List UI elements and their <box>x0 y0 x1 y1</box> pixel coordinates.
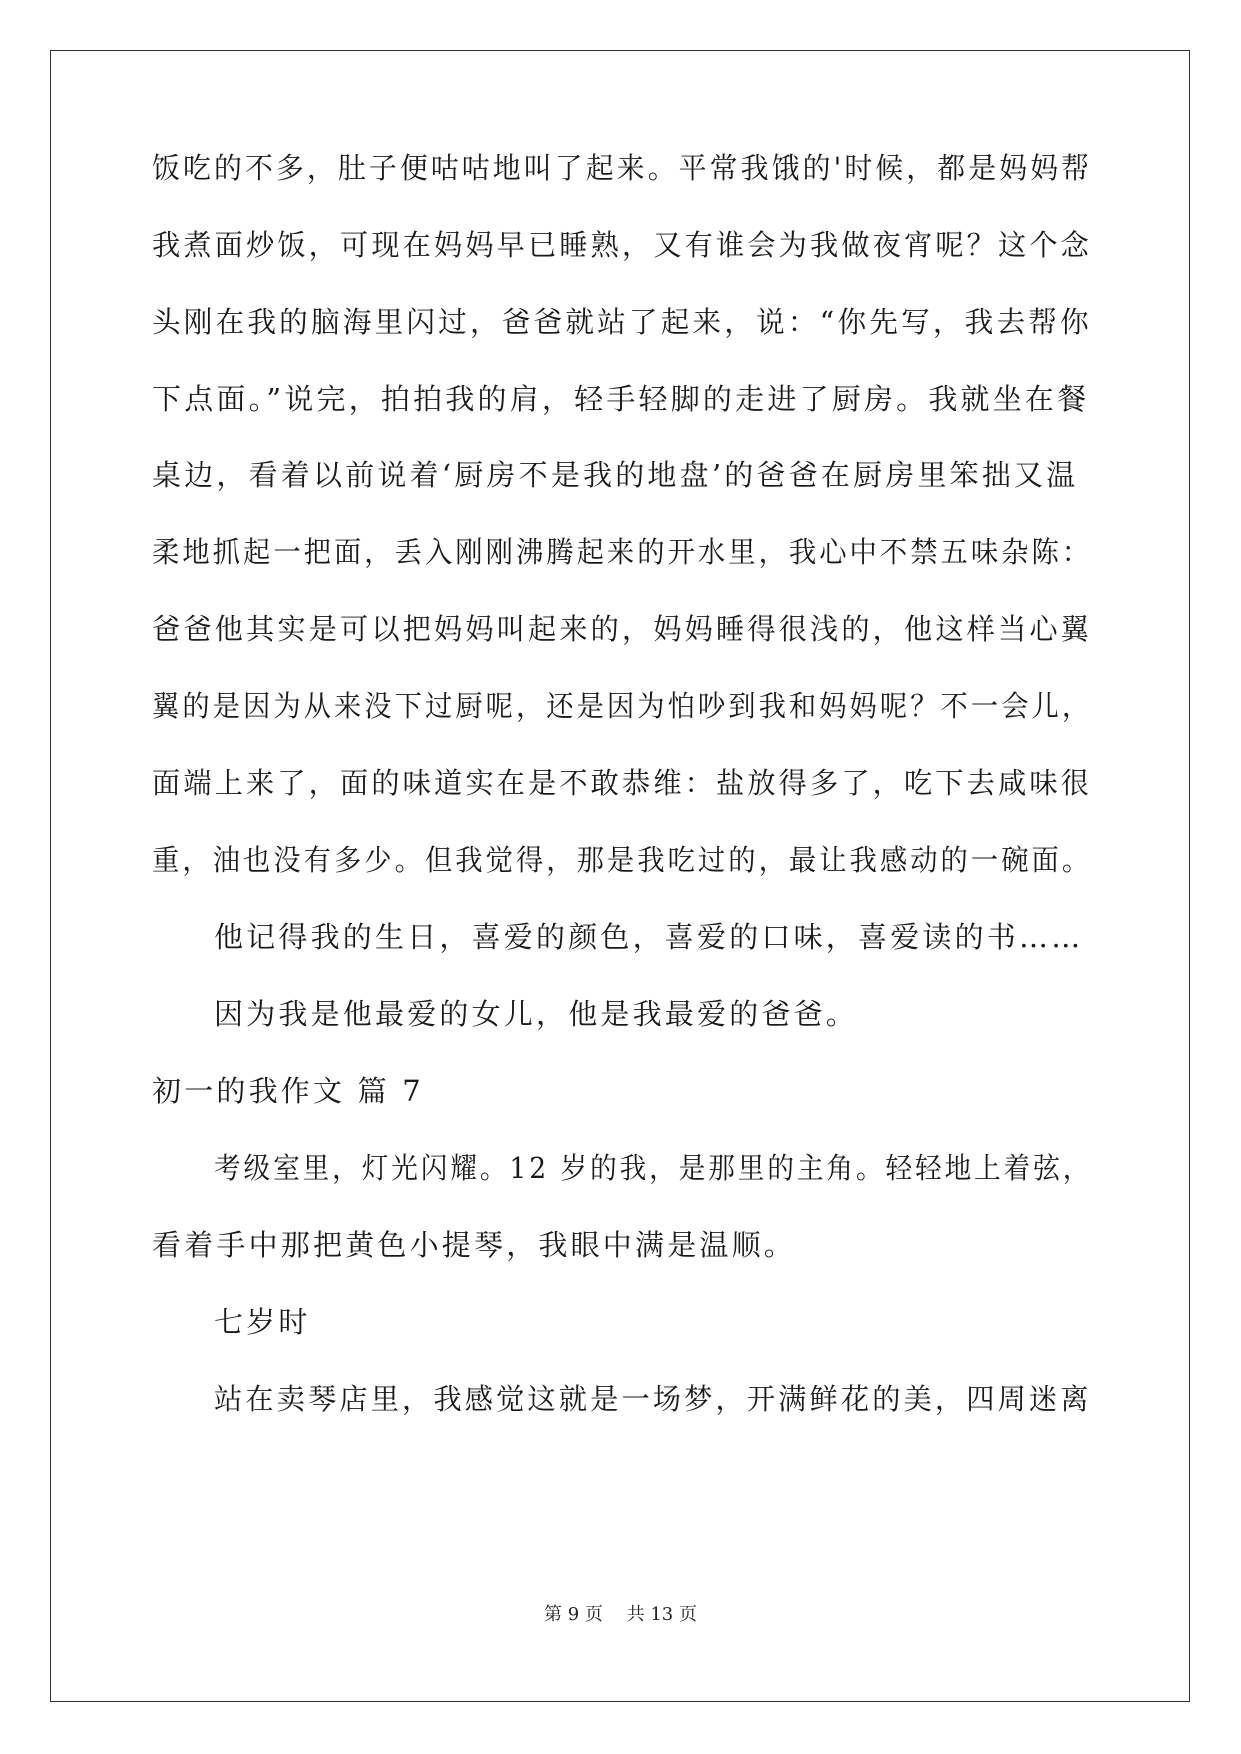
body-line: 爸爸他其实是可以把妈妈叫起来的，妈妈睡得很浅的，他这样当心翼 <box>152 612 1093 646</box>
body-line: 因为我是他最爱的女儿，他是我最爱的爸爸。 <box>214 997 859 1031</box>
body-line: 七岁时 <box>214 1305 311 1339</box>
body-line: 看着手中那把黄色小提琴，我眼中满是温顺。 <box>152 1228 797 1262</box>
section-heading: 初一的我作文 篇 7 <box>152 1074 424 1108</box>
body-line: 我煮面炒饭，可现在妈妈早已睡熟，又有谁会为我做夜宵呢？这个念 <box>152 228 1093 262</box>
body-line: 考级室里，灯光闪耀。12 岁的我，是那里的主角。轻轻地上着弦， <box>214 1151 1093 1185</box>
body-line: 面端上来了，面的味道实在是不敢恭维：盐放得多了，吃下去咸味很 <box>152 766 1093 800</box>
body-line: 站在卖琴店里，我感觉这就是一场梦，开满鲜花的美，四周迷离 <box>214 1382 1092 1416</box>
body-line: 他记得我的生日，喜爱的颜色，喜爱的口味，喜爱读的书…… <box>214 920 1084 954</box>
body-line: 饭吃的不多，肚子便咕咕地叫了起来。平常我饿的'时候，都是妈妈帮 <box>152 151 1093 185</box>
body-line: 下点面。”说完，拍拍我的肩，轻手轻脚的走进了厨房。我就坐在餐 <box>152 382 1090 416</box>
page-footer: 第 9 页 共 13 页 <box>544 1604 697 1625</box>
body-line: 翼的是因为从来没下过厨呢，还是因为怕吵到我和妈妈呢？不一会儿， <box>152 689 1093 723</box>
body-line: 头刚在我的脑海里闪过，爸爸就站了起来，说：“你先写，我去帮你 <box>152 305 1092 339</box>
body-line: 重，油也没有多少。但我觉得，那是我吃过的，最让我感动的一碗面。 <box>152 843 1093 877</box>
body-line: 桌边，看着以前说着‘厨房不是我的地盘’的爸爸在厨房里笨拙又温 <box>152 458 1079 492</box>
body-line: 柔地抓起一把面，丢入刚刚沸腾起来的开水里，我心中不禁五味杂陈： <box>152 535 1093 569</box>
